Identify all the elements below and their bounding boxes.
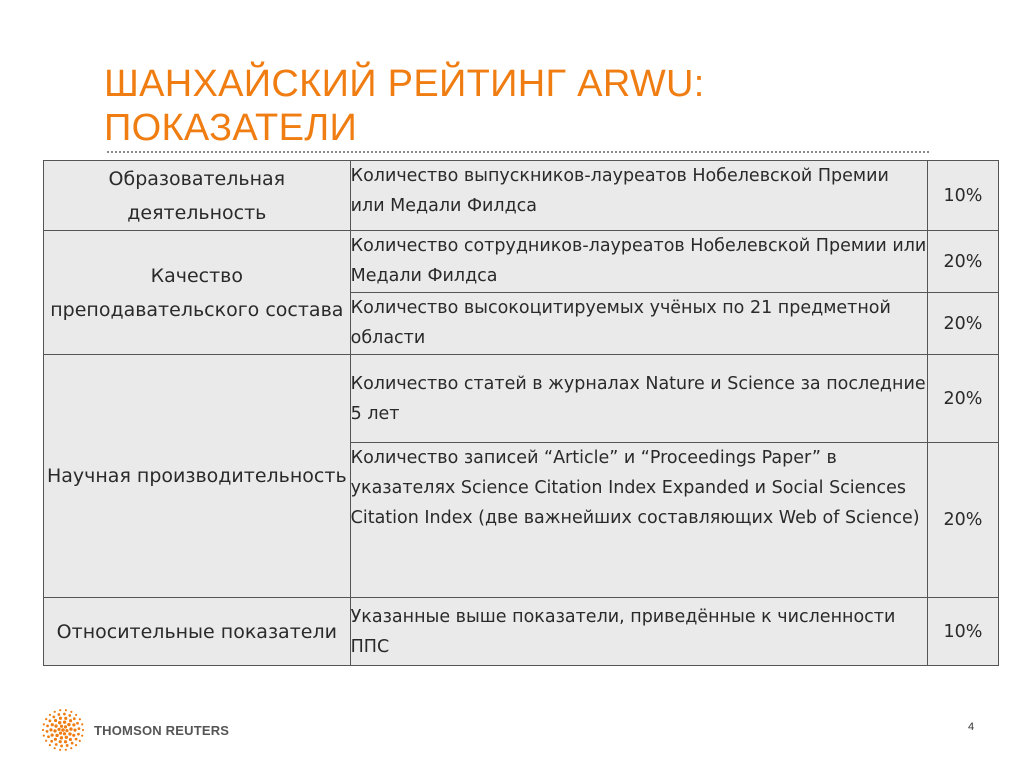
title-dotted-divider <box>107 151 929 153</box>
logo-dot <box>59 740 62 743</box>
logo-dot <box>54 724 57 727</box>
thomson-reuters-dot-globe-icon <box>40 707 86 753</box>
logo-dot <box>78 727 81 730</box>
logo-dot <box>61 728 65 732</box>
logo-text: THOMSON REUTERS <box>94 722 230 738</box>
logo-dot <box>65 749 67 751</box>
thomson-reuters-logo <box>40 708 229 752</box>
logo-dot <box>60 745 63 748</box>
logo-dot <box>51 723 54 726</box>
weight-cell: 20% <box>927 355 998 443</box>
logo-dot <box>75 714 77 716</box>
category-cell: Качество преподавательского состава <box>44 231 351 355</box>
logo-dot <box>50 740 53 743</box>
logo-dot <box>77 733 80 736</box>
logo-dot <box>76 722 79 725</box>
logo-dot <box>79 740 81 742</box>
logo-dot <box>57 713 60 716</box>
weight-cell: 10% <box>927 598 998 666</box>
logo-dot <box>71 742 74 745</box>
logo-dot <box>46 730 49 733</box>
logo-dot <box>64 725 67 728</box>
logo-dot <box>54 747 56 749</box>
logo-dot <box>67 723 70 726</box>
logo-dot <box>72 723 75 726</box>
logo-dot <box>69 727 72 730</box>
logo-dot <box>68 732 71 735</box>
table-row <box>44 231 999 293</box>
logo-dot <box>82 729 84 731</box>
indicator-cell: Количество сотрудников-лауреатов Нобелевской Премии или Медали Филдса <box>350 231 927 293</box>
logo-dot <box>49 728 52 731</box>
indicator-cell: Количество статей в журналах Nature и Science за последние 5 лет <box>350 355 927 443</box>
logo-dot <box>60 736 63 739</box>
logo-dot <box>42 729 44 731</box>
logo-dot <box>47 735 50 738</box>
logo-dot <box>75 738 78 741</box>
logo-dot <box>59 732 62 735</box>
slide-title-line1: ШАНХАЙСКИЙ РЕЙТИНГ ARWU: <box>104 63 705 105</box>
logo-dot <box>43 734 45 736</box>
indicator-cell: Указанные выше показатели, приведённые к численности ППС <box>350 598 927 666</box>
indicator-cell: Количество высокоцитируемых учёных по 21 предметной области <box>350 293 927 355</box>
logo-dot <box>55 734 58 737</box>
slide-title-line2: ПОКАЗАТЕЛИ <box>104 107 358 149</box>
logo-dot <box>64 717 67 720</box>
logo-dot <box>79 718 81 720</box>
logo-dot <box>73 717 76 720</box>
logo-dot <box>54 719 57 722</box>
logo-dot <box>81 735 83 737</box>
logo-dot <box>59 709 61 711</box>
logo-dot <box>49 744 51 746</box>
logo-dot <box>65 709 67 711</box>
logo-dot <box>66 744 69 747</box>
logo-dot <box>64 740 67 743</box>
logo-dot <box>46 724 49 727</box>
logo-dot <box>51 734 54 737</box>
logo-dot <box>58 721 61 724</box>
logo-dot <box>52 715 55 718</box>
page-number: 4 <box>968 721 975 733</box>
table-row <box>44 161 999 231</box>
logo-dot <box>69 719 72 722</box>
logo-dot <box>49 714 51 716</box>
arwu-indicators-table <box>43 160 999 666</box>
category-cell: Образовательная деятельность <box>44 161 351 231</box>
indicator-cell: Количество записей “Article” и “Proceedings Paper” в указателях Science Citation Index Expanded и Social Sciences Citation Index (две важнейших составляющих Web of Science) <box>350 443 927 598</box>
logo-dot <box>65 736 68 739</box>
logo-dot <box>57 728 60 731</box>
logo-dot <box>63 713 66 716</box>
table-row <box>44 598 999 666</box>
weight-cell: 10% <box>927 161 998 231</box>
logo-dot <box>53 729 56 732</box>
logo-dot <box>65 729 68 732</box>
logo-dot <box>73 729 76 732</box>
logo-dot <box>49 719 52 722</box>
logo-dot <box>63 732 66 735</box>
logo-dot <box>45 718 47 720</box>
logo-dot <box>63 720 66 723</box>
logo-dot <box>45 740 47 742</box>
logo-dot <box>59 717 62 720</box>
logo-dot <box>70 711 72 713</box>
logo-dot <box>60 725 63 728</box>
indicator-cell: Количество выпускников-лауреатов Нобелевской Премии или Медали Филдса <box>350 161 927 231</box>
logo-dot <box>70 747 72 749</box>
slide-title <box>104 62 924 150</box>
logo-dot <box>55 743 58 746</box>
logo-dot <box>54 738 57 741</box>
logo-dot <box>59 749 61 751</box>
logo-dot <box>43 723 45 725</box>
logo-dot <box>72 734 75 737</box>
logo-dot <box>54 711 56 713</box>
weight-cell: 20% <box>927 231 998 293</box>
table-row <box>44 355 999 443</box>
weight-cell: 20% <box>927 293 998 355</box>
logo-dot <box>68 714 71 717</box>
category-cell: Научная производительность <box>44 355 351 598</box>
logo-dot <box>81 723 83 725</box>
category-cell: Относительные показатели <box>44 598 351 666</box>
logo-dot <box>69 738 72 741</box>
weight-cell: 20% <box>927 443 998 598</box>
logo-dot <box>75 744 77 746</box>
